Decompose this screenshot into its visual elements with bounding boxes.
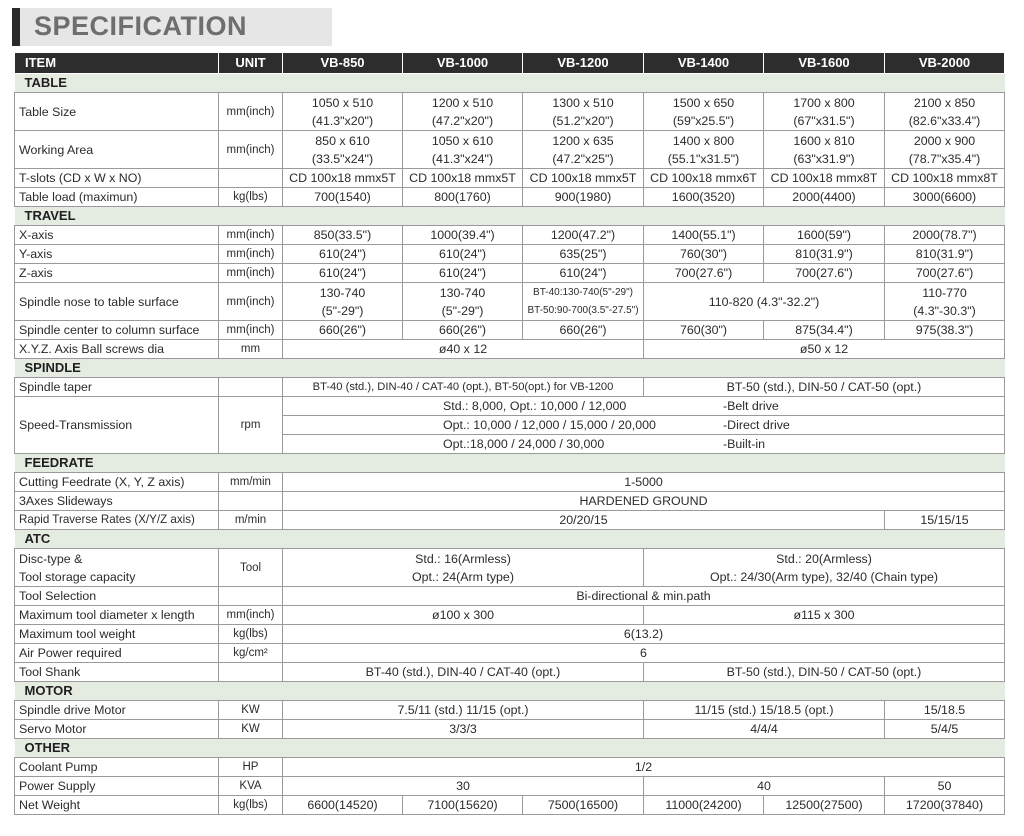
cell: BT-40 (std.), DIN-40 / CAT-40 (opt.) <box>283 663 644 682</box>
row-unit: HP <box>219 758 283 777</box>
cell: 2000(78.7") <box>885 226 1005 245</box>
row-label: Net Weight <box>15 796 219 815</box>
cell: 1600(3520) <box>644 188 764 207</box>
table-row <box>15 720 1005 739</box>
cell: 17200(37840) <box>885 796 1005 815</box>
cell: CD 100x18 mmx8T <box>764 169 885 188</box>
cell: 1000(39.4") <box>403 226 523 245</box>
row-unit: mm(inch) <box>219 226 283 245</box>
cell: ø100 x 300 <box>283 606 644 625</box>
header-model: VB-1600 <box>764 53 885 74</box>
cell: ø50 x 12 <box>644 340 1005 359</box>
cell: 760(30") <box>644 245 764 264</box>
cell: Std.: 20(Armless) Opt.: 24/30(Arm type), 32/40 (Chain type) <box>644 549 1005 587</box>
cell: 5/4/5 <box>885 720 1005 739</box>
cell: 700(1540) <box>283 188 403 207</box>
section-row <box>15 454 1005 473</box>
cell: 7100(15620) <box>403 796 523 815</box>
table-row <box>15 625 1005 644</box>
row-label: Table Size <box>15 93 219 131</box>
section-motor-heading: MOTOR <box>15 682 1005 701</box>
section-row <box>15 359 1005 378</box>
cell: 130-740 (5"-29") <box>403 283 523 321</box>
cell: 1300 x 510 (51.2"x20") <box>523 93 644 131</box>
cell: 130-740 (5"-29") <box>283 283 403 321</box>
row-label: Tool Selection <box>15 587 219 606</box>
table-row <box>15 397 1005 416</box>
table-row <box>15 283 1005 321</box>
row-unit: mm(inch) <box>219 321 283 340</box>
table-row <box>15 264 1005 283</box>
cell: BT-40 (std.), DIN-40 / CAT-40 (opt.), BT-50(opt.) for VB-1200 <box>283 378 644 397</box>
cell: 810(31.9") <box>764 245 885 264</box>
cell: 1200 x 510 (47.2"x20") <box>403 93 523 131</box>
cell: CD 100x18 mmx6T <box>644 169 764 188</box>
row-label: Disc-type & Tool storage capacity <box>15 549 219 587</box>
row-unit <box>219 663 283 682</box>
row-unit: rpm <box>219 397 283 454</box>
cell: 660(26") <box>283 321 403 340</box>
table-row <box>15 758 1005 777</box>
row-unit: mm(inch) <box>219 131 283 169</box>
row-unit <box>219 378 283 397</box>
cell: 20/20/15 <box>283 511 885 530</box>
cell: ø115 x 300 <box>644 606 1005 625</box>
table-row <box>15 321 1005 340</box>
cell: 810(31.9") <box>885 245 1005 264</box>
row-unit <box>219 587 283 606</box>
cell: 1700 x 800 (67"x31.5") <box>764 93 885 131</box>
cell: 660(26") <box>523 321 644 340</box>
cell: 610(24") <box>523 264 644 283</box>
cell: 975(38.3") <box>885 321 1005 340</box>
row-unit: KW <box>219 720 283 739</box>
specification-table <box>14 52 1005 815</box>
cell: 7500(16500) <box>523 796 644 815</box>
cell: 110-820 (4.3"-32.2") <box>644 283 885 321</box>
table-row <box>15 131 1005 169</box>
cell: 15/18.5 <box>885 701 1005 720</box>
header-model: VB-850 <box>283 53 403 74</box>
cell: 30 <box>283 777 644 796</box>
cell: 700(27.6") <box>644 264 764 283</box>
row-unit: KVA <box>219 777 283 796</box>
header-model: VB-1000 <box>403 53 523 74</box>
row-label: Maximum tool weight <box>15 625 219 644</box>
row-label: Tool Shank <box>15 663 219 682</box>
table-row <box>15 587 1005 606</box>
table-row <box>15 378 1005 397</box>
cell: 875(34.4") <box>764 321 885 340</box>
cell: 610(24") <box>403 264 523 283</box>
row-label: Spindle nose to table surface <box>15 283 219 321</box>
cell: 7.5/11 (std.) 11/15 (opt.) <box>283 701 644 720</box>
row-unit: mm(inch) <box>219 245 283 264</box>
cell: 610(24") <box>403 245 523 264</box>
cell: 1/2 <box>283 758 1005 777</box>
row-unit: kg(lbs) <box>219 625 283 644</box>
row-label: Y-axis <box>15 245 219 264</box>
row-unit: mm/min <box>219 473 283 492</box>
row-unit: KW <box>219 701 283 720</box>
section-feedrate-heading: FEEDRATE <box>15 454 1005 473</box>
table-row <box>15 245 1005 264</box>
row-label: X.Y.Z. Axis Ball screws dia <box>15 340 219 359</box>
cell: 1050 x 510 (41.3"x20") <box>283 93 403 131</box>
row-unit: kg(lbs) <box>219 188 283 207</box>
cell: 850 x 610 (33.5"x24") <box>283 131 403 169</box>
cell: CD 100x18 mmx5T <box>403 169 523 188</box>
table-row <box>15 663 1005 682</box>
table-row <box>15 340 1005 359</box>
cell: Std.: 8,000, Opt.: 10,000 / 12,000 -Belt drive <box>283 397 1005 416</box>
row-unit: mm <box>219 340 283 359</box>
cell: Opt.: 10,000 / 12,000 / 15,000 / 20,000 -Direct drive <box>283 416 1005 435</box>
cell: 1200(47.2") <box>523 226 644 245</box>
section-row <box>15 207 1005 226</box>
table-row <box>15 549 1005 587</box>
cell: 50 <box>885 777 1005 796</box>
row-label: Speed-Transmission <box>15 397 219 454</box>
header-model: VB-1200 <box>523 53 644 74</box>
row-label: Working Area <box>15 131 219 169</box>
cell: 3000(6600) <box>885 188 1005 207</box>
table-row <box>15 473 1005 492</box>
cell: 6600(14520) <box>283 796 403 815</box>
row-unit: mm(inch) <box>219 283 283 321</box>
cell: Opt.:18,000 / 24,000 / 30,000 -Built-in <box>283 435 1005 454</box>
cell: 610(24") <box>283 264 403 283</box>
table-row <box>15 188 1005 207</box>
row-label: 3Axes Slideways <box>15 492 219 511</box>
header-model: VB-1400 <box>644 53 764 74</box>
section-spindle-heading: SPINDLE <box>15 359 1005 378</box>
cell: 700(27.6") <box>885 264 1005 283</box>
row-unit: mm(inch) <box>219 264 283 283</box>
table-row <box>15 796 1005 815</box>
cell: 1400(55.1") <box>644 226 764 245</box>
section-other-heading: OTHER <box>15 739 1005 758</box>
row-label: Servo Motor <box>15 720 219 739</box>
cell: 1600 x 810 (63"x31.9") <box>764 131 885 169</box>
row-unit: kg/cm² <box>219 644 283 663</box>
row-label: Air Power required <box>15 644 219 663</box>
table-row <box>15 226 1005 245</box>
section-row <box>15 739 1005 758</box>
row-label: Maximum tool diameter x length <box>15 606 219 625</box>
section-row <box>15 682 1005 701</box>
section-travel-heading: TRAVEL <box>15 207 1005 226</box>
cell: 2000 x 900 (78.7"x35.4") <box>885 131 1005 169</box>
table-row <box>15 606 1005 625</box>
cell: 800(1760) <box>403 188 523 207</box>
row-label: Table load (maximun) <box>15 188 219 207</box>
section-atc-heading: ATC <box>15 530 1005 549</box>
header-model: VB-2000 <box>885 53 1005 74</box>
row-label: Cutting Feedrate (X, Y, Z axis) <box>15 473 219 492</box>
row-label: T-slots (CD x W x NO) <box>15 169 219 188</box>
cell: 1-5000 <box>283 473 1005 492</box>
cell: 1600(59") <box>764 226 885 245</box>
row-label: Power Supply <box>15 777 219 796</box>
cell: 660(26") <box>403 321 523 340</box>
cell: 2000(4400) <box>764 188 885 207</box>
cell: 3/3/3 <box>283 720 644 739</box>
cell: CD 100x18 mmx5T <box>523 169 644 188</box>
section-row <box>15 74 1005 93</box>
row-unit <box>219 169 283 188</box>
cell: 900(1980) <box>523 188 644 207</box>
row-unit: m/min <box>219 511 283 530</box>
cell: CD 100x18 mmx5T <box>283 169 403 188</box>
cell: 1400 x 800 (55.1"x31.5") <box>644 131 764 169</box>
section-table-heading: TABLE <box>15 74 1005 93</box>
header-unit: UNIT <box>219 53 283 74</box>
cell: 110-770 (4.3"-30.3") <box>885 283 1005 321</box>
row-unit: kg(lbs) <box>219 796 283 815</box>
cell: CD 100x18 mmx8T <box>885 169 1005 188</box>
cell: HARDENED GROUND <box>283 492 1005 511</box>
cell: 6(13.2) <box>283 625 1005 644</box>
cell: 4/4/4 <box>644 720 885 739</box>
table-row <box>15 511 1005 530</box>
cell: Std.: 16(Armless) Opt.: 24(Arm type) <box>283 549 644 587</box>
cell: 850(33.5") <box>283 226 403 245</box>
page-title-bar <box>12 8 332 46</box>
cell: BT-40:130-740(5"-29") BT-50:90-700(3.5"-27.5") <box>523 283 644 321</box>
cell: 1500 x 650 (59"x25.5") <box>644 93 764 131</box>
table-row <box>15 701 1005 720</box>
table-row <box>15 492 1005 511</box>
section-row <box>15 530 1005 549</box>
row-label: Coolant Pump <box>15 758 219 777</box>
cell: 1050 x 610 (41.3"x24") <box>403 131 523 169</box>
row-unit: mm(inch) <box>219 93 283 131</box>
row-label: X-axis <box>15 226 219 245</box>
cell: 760(30") <box>644 321 764 340</box>
cell: 2100 x 850 (82.6"x33.4") <box>885 93 1005 131</box>
header-row <box>15 53 1005 74</box>
cell: 635(25") <box>523 245 644 264</box>
table-row <box>15 169 1005 188</box>
row-label: Spindle taper <box>15 378 219 397</box>
table-row <box>15 777 1005 796</box>
cell: ø40 x 12 <box>283 340 644 359</box>
cell: 15/15/15 <box>885 511 1005 530</box>
row-label: Spindle drive Motor <box>15 701 219 720</box>
row-label: Rapid Traverse Rates (X/Y/Z axis) <box>15 511 219 530</box>
cell: 1200 x 635 (47.2"x25") <box>523 131 644 169</box>
cell: BT-50 (std.), DIN-50 / CAT-50 (opt.) <box>644 663 1005 682</box>
row-label: Z-axis <box>15 264 219 283</box>
cell: 11/15 (std.) 15/18.5 (opt.) <box>644 701 885 720</box>
row-unit: Tool <box>219 549 283 587</box>
cell: 6 <box>283 644 1005 663</box>
row-label: Spindle center to column surface <box>15 321 219 340</box>
cell: 12500(27500) <box>764 796 885 815</box>
header-item: ITEM <box>15 53 219 74</box>
cell: BT-50 (std.), DIN-50 / CAT-50 (opt.) <box>644 378 1005 397</box>
row-unit <box>219 492 283 511</box>
page-title: SPECIFICATION <box>34 11 248 41</box>
cell: Bi-directional & min.path <box>283 587 1005 606</box>
row-unit: mm(inch) <box>219 606 283 625</box>
cell: 40 <box>644 777 885 796</box>
table-row <box>15 93 1005 131</box>
cell: 11000(24200) <box>644 796 764 815</box>
cell: 610(24") <box>283 245 403 264</box>
table-row <box>15 644 1005 663</box>
cell: 700(27.6") <box>764 264 885 283</box>
